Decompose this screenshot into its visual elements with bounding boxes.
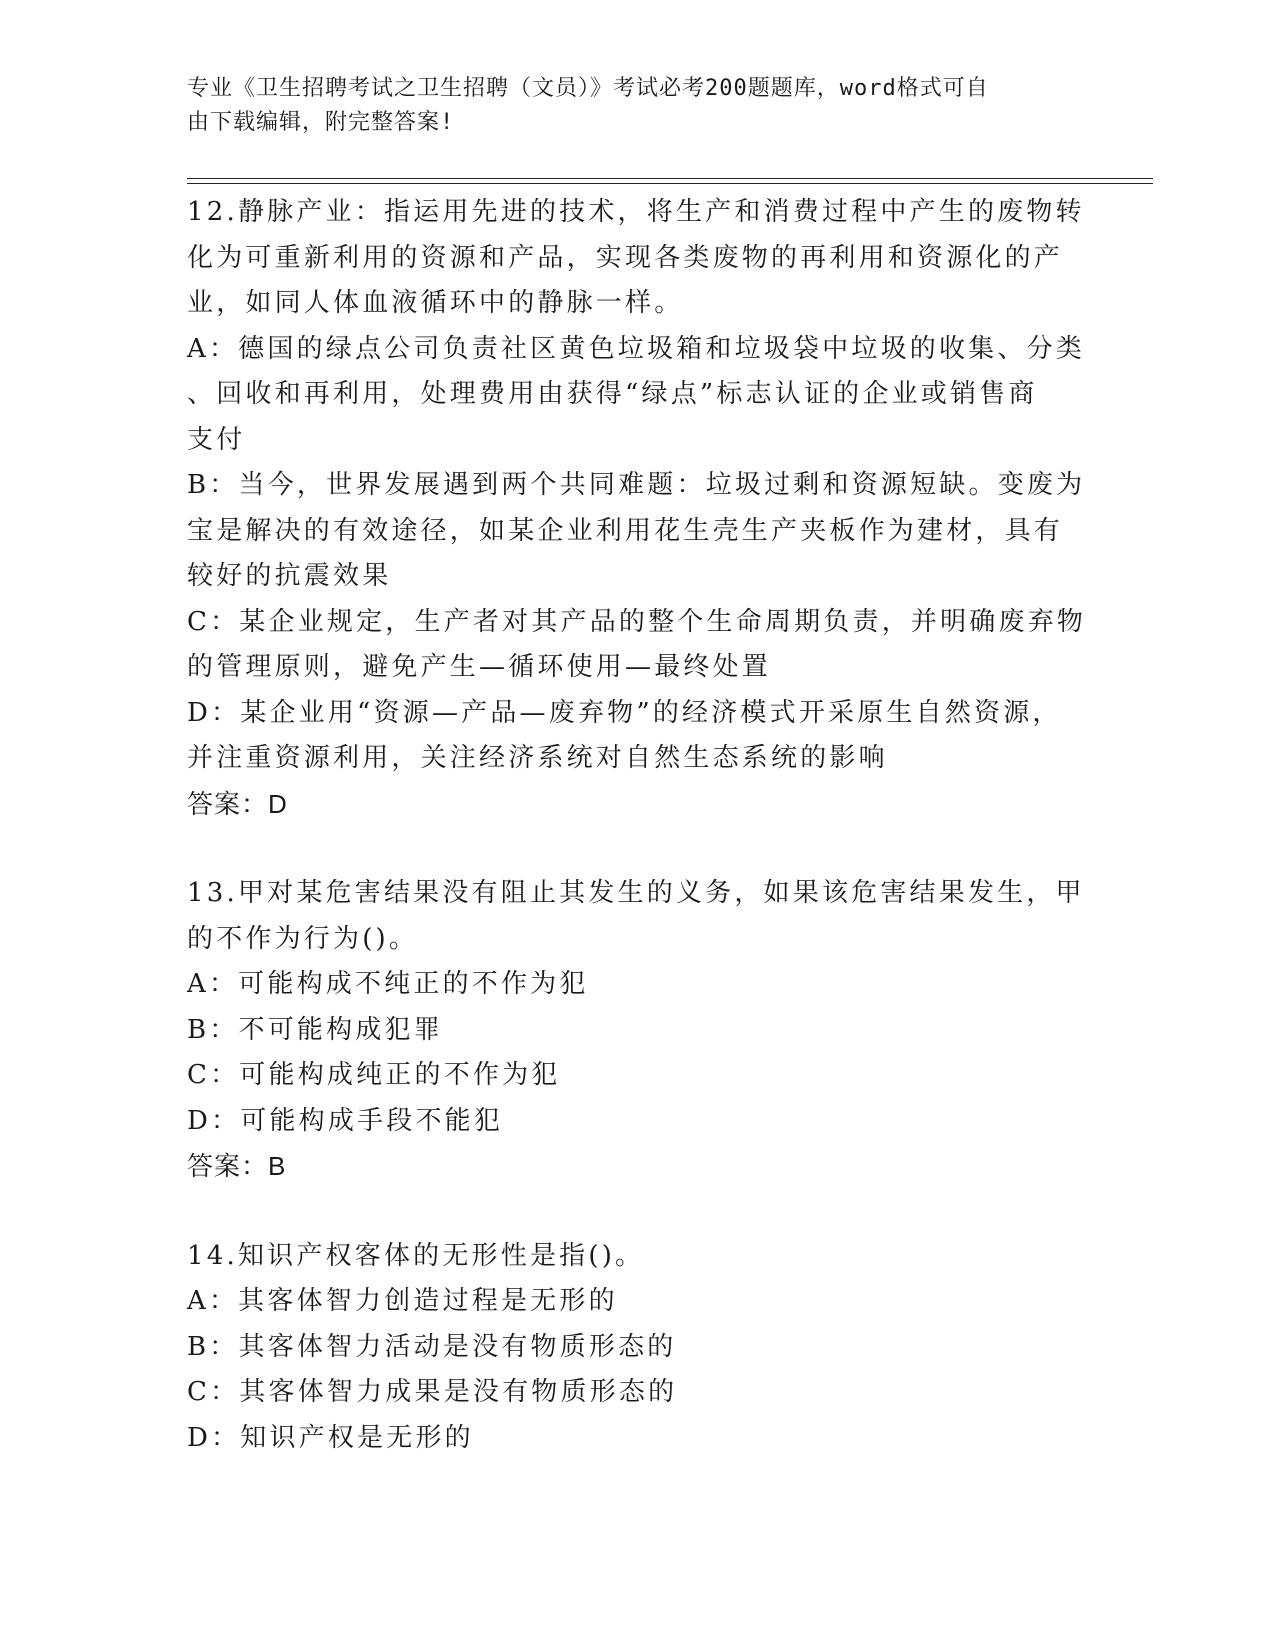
question-stem-line: 12.静脉产业：指运用先进的技术，将生产和消费过程中产生的废物转: [187, 197, 1085, 227]
option-b-line: B：不可能构成犯罪: [187, 1014, 443, 1045]
question-list: [187, 190, 1087, 1505]
option-d-line: 并注重资源利用，关注经济系统对自然生态系统的影响: [187, 743, 888, 773]
header-line-2: 由下载编辑，附完整答案!: [187, 110, 455, 135]
question-stem-line: 的不作为行为()。: [187, 923, 419, 954]
option-d-line: D：知识产权是无形的: [187, 1422, 474, 1453]
document-header: [187, 72, 1087, 140]
option-d-line: D：某企业用“资源—产品—废弃物”的经济模式开采原生自然资源，: [187, 697, 1062, 728]
option-c-line: C：其客体智力成果是没有物质形态的: [187, 1377, 678, 1407]
option-c-line: 的管理原则，避免产生—循环使用—最终处置: [187, 652, 772, 682]
question-stem-line: 化为可重新利用的资源和产品，实现各类废物的再利用和资源化的产: [187, 242, 1064, 273]
header-line-1: 专业《卫生招聘考试之卫生招聘（文员）》考试必考200题题库，word格式可自: [187, 76, 989, 101]
question-stem-line: 13.甲对某危害结果没有阻止其发生的义务，如果该危害结果发生，甲: [187, 878, 1085, 908]
answer-text: 答案：B: [187, 1151, 287, 1181]
option-a-line: 支付: [187, 424, 246, 455]
header-divider-top: [187, 178, 1153, 179]
option-a-line: 、回收和再利用，处理费用由获得“绿点”标志认证的企业或销售商: [187, 379, 1038, 409]
option-a-line: A：其客体智力创造过程是无形的: [187, 1286, 618, 1316]
question-12: [187, 190, 1087, 827]
option-b-line: 较好的抗震效果: [187, 561, 392, 591]
option-a-line: A：可能构成不纯正的不作为犯: [187, 969, 589, 999]
header-divider-bottom: [187, 183, 1153, 184]
option-b-line: B：当今，世界发展遇到两个共同难题：垃圾过剩和资源短缺。变废为: [187, 470, 1086, 500]
question-stem-line: 14.知识产权客体的无形性是指()。: [187, 1240, 645, 1271]
option-d-line: D：可能构成手段不能犯: [187, 1105, 504, 1136]
option-c-line: C：某企业规定，生产者对其产品的整个生命周期负责，并明确废弃物: [187, 606, 1087, 637]
question-13: [187, 871, 1087, 1190]
option-a-line: A：德国的绿点公司负责社区黄色垃圾箱和垃圾袋中垃圾的收集、分类: [187, 333, 1085, 364]
question-14: [187, 1234, 1087, 1462]
option-b-line: 宝是解决的有效途径，如某企业利用花生壳生产夹板作为建材，具有: [187, 515, 1064, 546]
option-c-line: C：可能构成纯正的不作为犯: [187, 1060, 561, 1090]
question-stem-line: 业，如同人体血液循环中的静脉一样。: [187, 288, 684, 318]
answer-text: 答案：D: [187, 788, 288, 819]
option-b-line: B：其客体智力活动是没有物质形态的: [187, 1331, 677, 1362]
